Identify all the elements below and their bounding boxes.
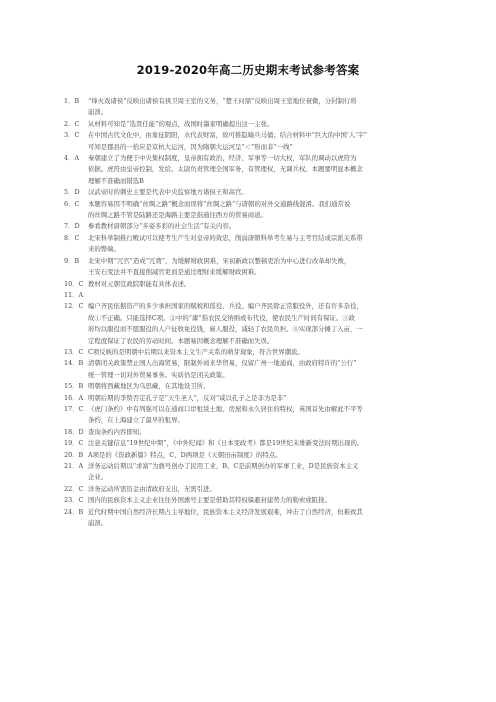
answer-number: 9．B: [64, 256, 80, 265]
answer-number: 18．D: [64, 427, 84, 436]
answer-number: 1．B: [64, 97, 80, 105]
answer-item: [64, 290, 436, 301]
document-title: 2019-2020年高二历史期末考试参考答案: [136, 63, 360, 77]
answer-number: 22．C: [64, 484, 84, 493]
answer-item: [64, 199, 436, 222]
answer-text: 明朝将西藏地区为乌思藏，在其地设卫所。: [88, 382, 210, 391]
answer-text: 查询条约内容即知。: [88, 427, 146, 436]
answer-text: 清朝闭关政策禁止国人出海贸易，限制外商来华贸易，仅留广州一地通商，由政府特许的“公行” 统一管理一切对外贸易事务。实质仍是闭关政策。: [88, 359, 357, 379]
answer-number: 8．C: [64, 233, 80, 242]
answer-number: 20．B: [64, 450, 84, 459]
answer-number: 12．C: [64, 302, 84, 311]
answer-item: [64, 279, 436, 290]
answer-item: [64, 153, 436, 187]
answer-text: 洋务运动所需资金由清政府支出，无需引进。: [88, 484, 216, 493]
answer-number: 23．C: [64, 496, 84, 505]
answer-item: [64, 438, 436, 449]
answer-number: 7．D: [64, 222, 80, 231]
answer-number: 15．B: [64, 382, 84, 391]
answer-item: [64, 393, 436, 404]
answer-item: [64, 461, 436, 484]
answer-item: [64, 484, 436, 495]
answer-text: A项是的《资政新篇》特点，C、D两项是《天朝田亩制度》的特点。: [88, 450, 282, 459]
answer-number: 16．A: [64, 393, 84, 402]
answer-item: [64, 96, 436, 119]
answer-text: 教材对元朝宣政院职能有具体表述。: [88, 279, 191, 288]
answer-number: 2．C: [64, 119, 80, 128]
answer-item: [64, 347, 436, 358]
answer-text: 近代时期中国自然经济长期占主导地位，民族资本主义经济发展艰难，冲击了自然经济，但难致其 崩溃。: [88, 507, 363, 528]
answer-text: 从材料可知是“选贤任能”的观点，战国时墨家明确提出这一主张。: [88, 119, 274, 128]
answer-item: [64, 495, 436, 506]
answer-number: 4．A: [64, 154, 80, 163]
answer-text: 在中国古代文化中，由象征阴阳，水代表财富，故可推隐喻兵马俑；结合材料中“巨大的中国‘人’字” 可知是郡县的一拾应是京杭大运河，因为隋朝大运河呈“＜”形而非“一线”: [88, 131, 368, 151]
answer-item: [64, 221, 436, 232]
answer-text: 《虎门条约》中有列强可以在通商口岸租赁土地、房屋和永久居住的特权，英国首先由解此不平等 条约，在上海建立了最早的租界。: [88, 404, 363, 425]
answer-number: 11．A: [64, 290, 84, 299]
answer-item: [64, 381, 436, 392]
answer-text: C项反映的是明朝中后期以来资本主义生产关系的萌芽现象，符合世界潮流。: [88, 347, 304, 356]
answer-number: 21．A: [64, 462, 84, 470]
answer-item: [64, 130, 436, 153]
answer-item: [64, 450, 436, 461]
answer-text: 北宋科举制推行殿试可以使考生产生对皇帝的效忠，削弱唐朝科举考生易与主考官结成宗派关系带 来的弊端。: [88, 233, 363, 254]
answer-item: [64, 256, 436, 279]
answer-text: 编户齐民依据资产的多少承担国家的赋税和徭役、兵役。编户齐民除正常服役外，还有许多杂役， 故①不正确。只能选择C项。②中的“庸”指农民交纳绢或布代役，使农民生产时间有保证。③政 府均以服役而不愿服役的人户征收免役钱，雇人服役，减轻了农民负担。④实现部分摊丁入亩，一 定程度保证了农民的劳动时间。本题易因概念理解不准确而失误。: [88, 302, 363, 345]
answer-text: 明朝后期的李贽否定孔子是“天生圣人”，反对“咸以孔子之是非为是非”: [88, 393, 287, 402]
answer-number: 10．C: [64, 279, 84, 288]
answer-text: 洋务运动后期以“求富”为旗号创办了民用工业，B、C是前期创办的军事工业，D是民族资本主义 企业。: [88, 462, 359, 482]
answer-text: 国内的民族资本主义企业往往外国旗号主要是借助其特权躲避封建势力的勒索或阻挠。: [88, 496, 331, 505]
answer-text: 汉武帝时的刺史主要是代表中央监察地方诸侯王和高官。: [88, 188, 248, 197]
answer-number: 5．D: [64, 188, 80, 197]
answer-item: [64, 427, 436, 438]
answer-number: 19．C: [64, 439, 84, 448]
answer-number: 17．C: [64, 404, 84, 413]
answer-text: 本题容易因不明确“丝绸之路”概念而误将“丝绸之路”与唐朝的对外交通路线混淆。我们通常说 的丝绸之路不管是陆路还是海路主要是指通往西方的贸易商道。: [88, 199, 351, 220]
answer-item: [64, 119, 436, 130]
answer-number: 24．B: [64, 507, 84, 516]
answer-text: 注意关键信息“19世纪中期”，《中外纪闻》和《日本变政考》都是19世纪末维新变法时期出现的。: [88, 439, 364, 448]
answer-text: 北宋中期“冗官”造成“冗费”，为缓解财政困难，宋初新政以整顿吏治为中心进行改革却失败， 王安石变法并不直接削减官吏而是通过理财来缓解财政困难。: [88, 256, 351, 277]
answer-list: [64, 96, 436, 529]
answer-number: 13．C: [64, 347, 84, 356]
answer-item: [64, 358, 436, 381]
answer-item: [64, 301, 436, 347]
answer-number: 14．B: [64, 359, 84, 368]
answer-text: “烽火戏诸侯”反映出诸侯有拱卫周王室的义务，“楚王问鼎”反映出周王室地位衰微，分封制行将 崩溃。: [88, 97, 357, 117]
answer-number: 6．C: [64, 199, 80, 208]
answer-number: 3．C: [64, 131, 80, 140]
answer-item: [64, 233, 436, 256]
answer-item: [64, 507, 436, 530]
answer-text: 参看教材唐朝部分“多姿多彩的社会生活”有关内容。: [88, 222, 236, 231]
answer-item: [64, 404, 436, 427]
answer-item: [64, 187, 436, 198]
answer-text: 秦朝建立了为便于中央集权制度，皇帝拥有政治、经济、军事等一切大权，军队的调动以虎符为 依据。虎符由皇帝控制，发给。太尉负责管理全国军务，有管理权，无调兵权。本题要明显本概念 理解不准确而错选B: [88, 154, 363, 185]
